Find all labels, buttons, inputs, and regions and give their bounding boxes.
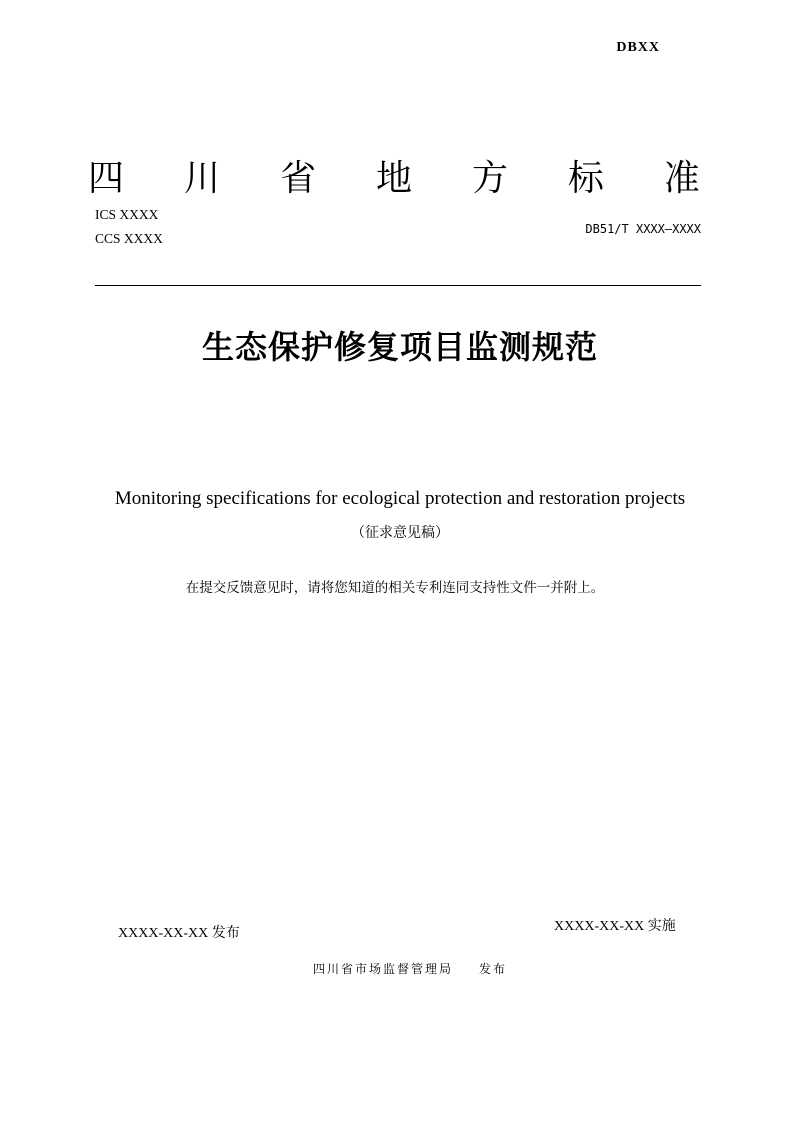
draft-status: （征求意见稿） bbox=[351, 525, 449, 541]
standard-type-char: 标 bbox=[567, 157, 604, 199]
patent-notice: 在提交反馈意见时，请将您知道的相关专利连同支持性文件一并附上。 bbox=[185, 580, 605, 596]
standard-type-char: 方 bbox=[471, 157, 508, 199]
ccs-code: CCS XXXX bbox=[95, 231, 163, 246]
header-divider bbox=[95, 285, 701, 286]
standard-type-char: 地 bbox=[375, 157, 412, 199]
standard-number: DB51/T XXXX—XXXX bbox=[585, 222, 701, 236]
standard-type-title bbox=[88, 150, 700, 200]
standard-type-char: 川 bbox=[183, 157, 220, 199]
standard-type-char: 准 bbox=[663, 157, 700, 199]
standard-type-char: 四 bbox=[88, 157, 125, 199]
authority-name: 四川省市场监督管理局 bbox=[312, 962, 453, 976]
document-code: DBXX bbox=[616, 40, 660, 55]
implement-date: XXXX-XX-XX 实施 bbox=[554, 919, 676, 934]
authority-action: 发布 bbox=[479, 962, 508, 976]
document-title: 生态保护修复项目监测规范 bbox=[201, 328, 598, 366]
standard-type-char: 省 bbox=[279, 157, 316, 199]
issuing-authority bbox=[0, 960, 800, 977]
publish-date: XXXX-XX-XX 发布 bbox=[118, 926, 240, 941]
ics-code: ICS XXXX bbox=[95, 207, 159, 222]
english-title: Monitoring specifications for ecological protection and restoration projects bbox=[114, 488, 686, 509]
